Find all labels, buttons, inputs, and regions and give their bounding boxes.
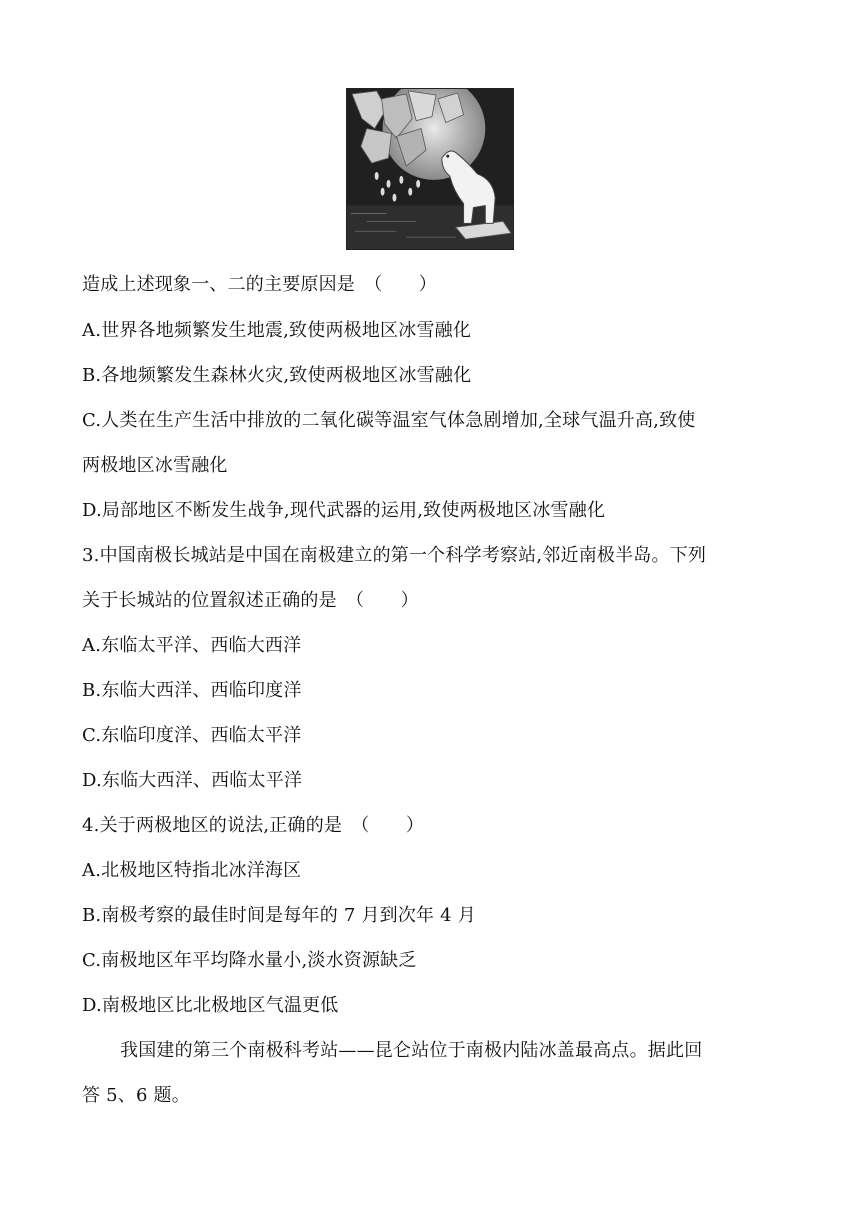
question-2-option-c-continued: 两极地区冰雪融化 (82, 455, 228, 476)
question-3-option-b: B.东临大西洋、西临印度洋 (82, 680, 302, 701)
question-3-stem-line1: 3.中国南极长城站是中国在南极建立的第一个科学考察站,邻近南极半岛。下列 (82, 545, 707, 566)
question-3-option-c: C.东临印度洋、西临太平洋 (82, 725, 302, 746)
question-4-stem: 4.关于两极地区的说法,正确的是 （ ） (82, 815, 425, 836)
polar-bear-icon (347, 89, 513, 249)
question-4-option-a: A.北极地区特指北冰洋海区 (82, 860, 302, 881)
question-4-option-c: C.南极地区年平均降水量小,淡水资源缺乏 (82, 950, 417, 971)
question-4-option-d: D.南极地区比北极地区气温更低 (82, 995, 339, 1016)
question-3-stem-line2: 关于长城站的位置叙述正确的是 （ ） (82, 590, 419, 611)
question-2-option-d: D.局部地区不断发生战争,现代武器的运用,致使两极地区冰雪融化 (82, 500, 606, 521)
question-2-option-b: B.各地频繁发生森林火灾,致使两极地区冰雪融化 (82, 365, 472, 386)
question-2-stem: 造成上述现象一、二的主要原因是 （ ） (82, 274, 437, 295)
intro-5-6-line1: 我国建的第三个南极科考站——昆仑站位于南极内陆冰盖最高点。据此回 (120, 1040, 703, 1061)
question-2-option-c: C.人类在生产生活中排放的二氧化碳等温室气体急剧增加,全球气温升高,致使 (82, 410, 696, 431)
question-4-option-b: B.南极考察的最佳时间是每年的 7 月到次年 4 月 (82, 905, 476, 926)
question-3-option-a: A.东临太平洋、西临大西洋 (82, 635, 302, 656)
question-3-option-d: D.东临大西洋、西临太平洋 (82, 770, 303, 791)
question-2-option-a: A.世界各地频繁发生地震,致使两极地区冰雪融化 (82, 320, 472, 341)
intro-5-6-line2: 答 5、6 题。 (82, 1085, 190, 1106)
polar-bear-melting-ice-illustration (346, 88, 514, 250)
